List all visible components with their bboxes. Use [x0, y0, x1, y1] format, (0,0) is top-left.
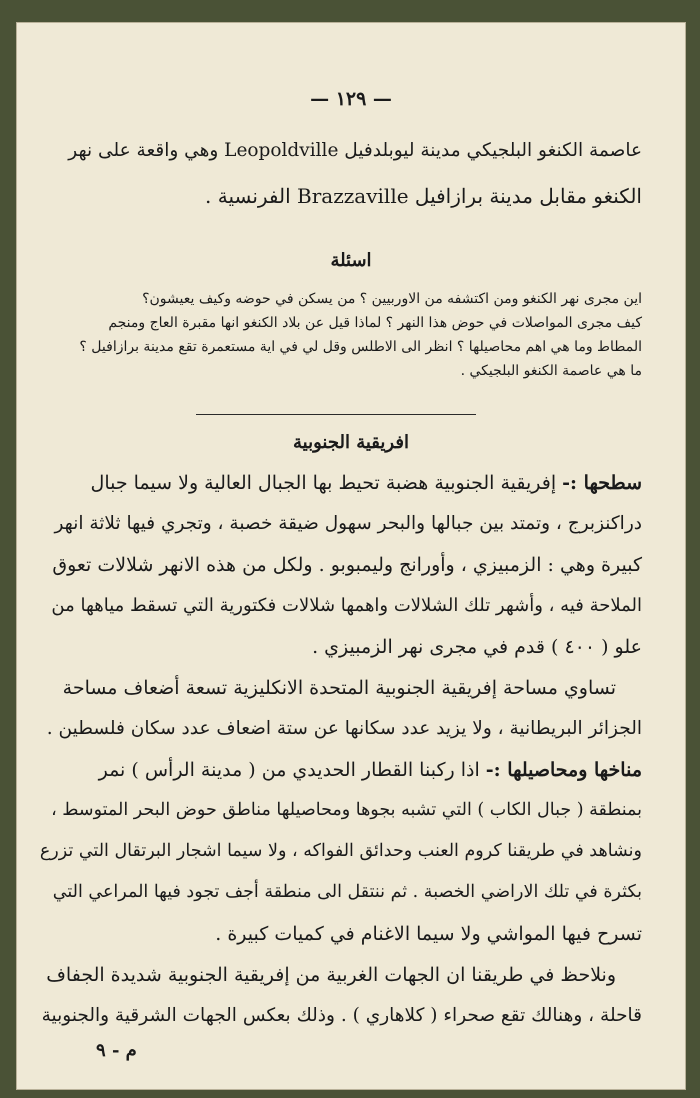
text-line: بكثرة في تلك الاراضي الخصبة . ثم ننتقل الى منطقة أجف تجود فيها المراعي التي — [52, 882, 642, 902]
text-line: علو ( ٤٠٠ ) قدم في مجرى نهر الزمبيزي . — [312, 636, 642, 658]
surface-label: سطحها :- — [562, 472, 642, 494]
text-line: الجزائر البريطانية ، ولا يزيد عدد سكانها عن ستة اضعاف عدد سكان فلسطين . — [46, 718, 642, 739]
text-line: ونشاهد في طريقنا كروم العنب وحدائق الفواكه ، ولا سيما اشجار البرتقال التي تزرع — [39, 841, 642, 861]
book-page — [16, 22, 686, 1090]
questions-list — [52, 292, 642, 388]
question-line: اين مجرى نهر الكنغو ومن اكتشفه من الاوربيين ؟ من يسكن في حوضه وكيف يعيشون؟ — [142, 291, 642, 307]
text-line: تساوي مساحة إفريقية الجنوبية المتحدة الانكليزية تسعة أضعاف مساحة — [62, 677, 616, 699]
section-title: افريقية الجنوبية — [293, 432, 409, 453]
text-line: عاصمة الكنغو البلجيكي مدينة ليوبلدفيل Leopoldville وهي واقعة على نهر — [68, 140, 642, 161]
text-line: الملاحة فيه ، وأشهر تلك الشلالات واهمها شلالات فكتورية التي تسقط مياهها من — [51, 595, 642, 616]
page-number: — ١٢٩ — — [310, 88, 392, 110]
surface-text: إفريقية الجنوبية هضبة تحيط بها الجبال العالية ولا سيما جبال — [90, 472, 563, 494]
section-divider — [196, 414, 476, 415]
climate-line — [40, 761, 642, 802]
question-line: ما هي عاصمة الكنغو البلجيكي . — [460, 363, 642, 379]
surface-line — [40, 474, 642, 515]
questions-heading: اسئلة — [330, 250, 372, 271]
text-line: الكنغو مقابل مدينة برازافيل Brazzaville الفرنسية . — [205, 184, 642, 208]
text-line: كبيرة وهي : الزمبيزي ، وأورانج وليمبوبو . ولكل من هذه الانهر شلالات تعوق — [52, 554, 642, 576]
signature-mark: م - ٩ — [96, 1040, 137, 1061]
text-line: ونلاحظ في طريقنا ان الجهات الغربية من إفريقية الجنوبية شديدة الجفاف — [46, 964, 616, 986]
intro-paragraph — [54, 142, 642, 230]
climate-text: اذا ركبنا القطار الحديدي من ( مدينة الرأس ) نمر — [98, 759, 486, 781]
climate-label: مناخها ومحاصيلها :- — [485, 759, 642, 781]
text-line: بمنطقة ( جبال الكاب ) التي تشبه بجوها ومحاصيلها مناطق حوض البحر المتوسط ، — [51, 800, 642, 820]
section-body — [40, 474, 642, 1048]
question-line: المطاط وما هي اهم محاصيلها ؟ انظر الى الاطلس وقل لي في اية مستعمرة تقع مدينة برازافيل ؟ — [79, 339, 642, 355]
question-line: كيف مجرى المواصلات في حوض هذا النهر ؟ لماذا قيل عن بلاد الكنغو انها مقبرة العاج ومنجم — [108, 315, 642, 331]
text-line: تسرح فيها المواشي ولا سيما الاغنام في كميات كبيرة . — [215, 923, 642, 945]
text-line: دراكنزبرج ، وتمتد بين جبالها والبحر سهول ضيقة خصبة ، وتجري فيها ثلاثة انهر — [54, 513, 642, 534]
text-line: قاحلة ، وهنالك تقع صحراء ( كلاهاري ) . وذلك بعكس الجهات الشرقية والجنوبية — [41, 1005, 642, 1026]
